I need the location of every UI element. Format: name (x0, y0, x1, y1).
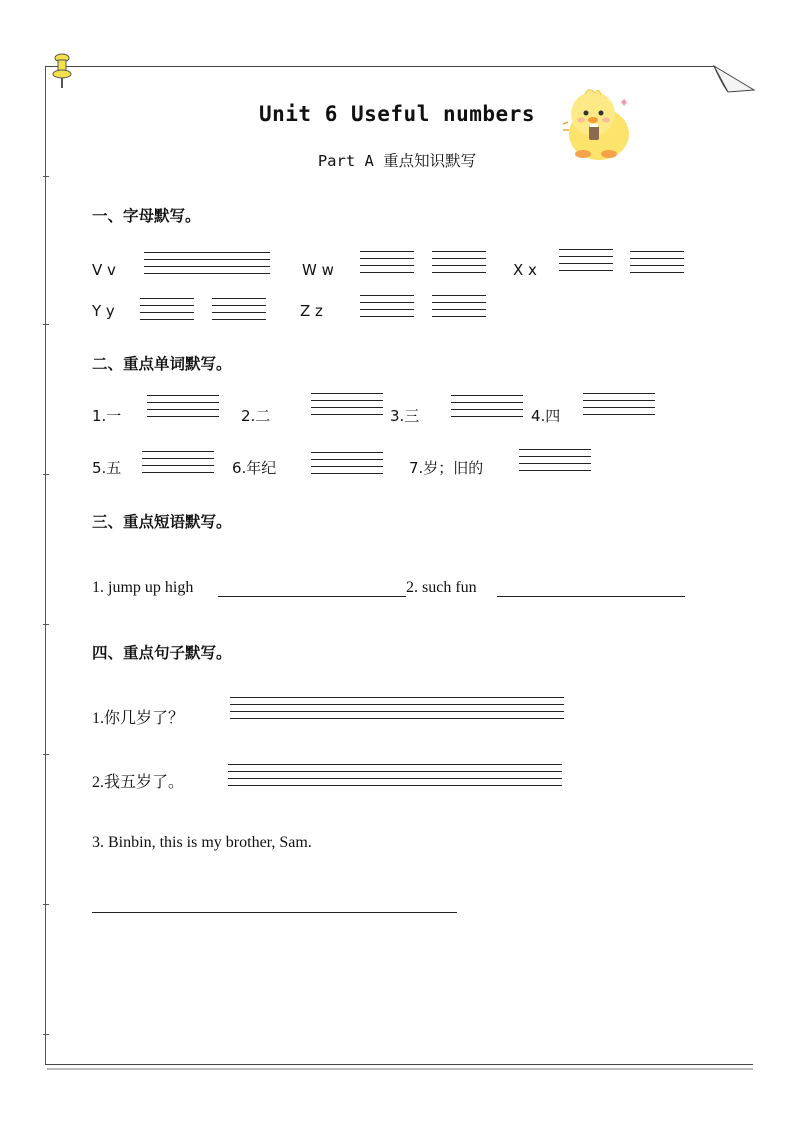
sentence-label: 3. Binbin, this is my brother, Sam. (92, 834, 312, 851)
writing-lines[interactable] (559, 249, 613, 273)
writing-lines[interactable] (144, 252, 216, 276)
section-heading-phrases: 三、重点短语默写。 (92, 513, 232, 531)
page-title: Unit 6 Useful numbers (258, 102, 535, 126)
word-label: 3.三 (390, 407, 420, 425)
section-heading-sentences: 四、重点句子默写。 (92, 644, 232, 662)
letter-label-x: X x (513, 261, 537, 279)
page-border-bottom (45, 1064, 753, 1065)
chick-mascot-icon (555, 84, 637, 164)
letter-label-w: W w (302, 261, 334, 279)
word-label: 4.四 (531, 407, 561, 425)
writing-lines[interactable] (147, 395, 219, 419)
writing-lines[interactable] (212, 298, 266, 322)
sentence-label: 2.我五岁了。 (92, 774, 185, 791)
page-shadow-bottom (47, 1068, 753, 1070)
phrase-label: 1. jump up high (92, 579, 194, 596)
section-heading-words: 二、重点单词默写。 (92, 355, 232, 373)
word-label: 2.二 (241, 407, 271, 425)
writing-lines[interactable] (432, 295, 486, 319)
writing-lines[interactable] (216, 252, 270, 276)
letter-label-y: Y y (92, 302, 115, 320)
folded-corner-icon (710, 62, 758, 96)
writing-lines[interactable] (519, 449, 591, 473)
word-label: 5.五 (92, 459, 122, 477)
writing-lines[interactable] (630, 251, 684, 275)
writing-lines[interactable] (228, 764, 562, 788)
word-label: 6.年纪 (232, 459, 277, 477)
writing-lines[interactable] (432, 251, 486, 275)
writing-lines[interactable] (311, 393, 383, 417)
writing-lines[interactable] (360, 295, 414, 319)
section-heading-letters: 一、字母默写。 (92, 207, 201, 225)
writing-lines[interactable] (583, 393, 655, 417)
page-border-left (45, 66, 46, 1064)
word-label: 1.一 (92, 407, 122, 425)
phrase-label: 2. such fun (406, 579, 477, 596)
page-border-top (45, 66, 715, 67)
letter-label-v: V v (92, 261, 116, 279)
sentence-label: 1.你几岁了？ (92, 710, 185, 727)
writing-lines[interactable] (451, 395, 523, 419)
page-subtitle: Part A 重点知识默写 (317, 152, 477, 170)
writing-lines[interactable] (142, 451, 214, 475)
answer-line[interactable] (218, 596, 406, 597)
pushpin-icon (50, 50, 76, 90)
answer-line[interactable] (497, 596, 685, 597)
writing-lines[interactable] (230, 697, 564, 721)
writing-lines[interactable] (311, 452, 383, 476)
letter-label-z: Z z (300, 302, 323, 320)
writing-lines[interactable] (140, 298, 194, 322)
word-label: 7.岁；旧的 (409, 459, 484, 477)
answer-line[interactable] (92, 912, 457, 913)
writing-lines[interactable] (360, 251, 414, 275)
